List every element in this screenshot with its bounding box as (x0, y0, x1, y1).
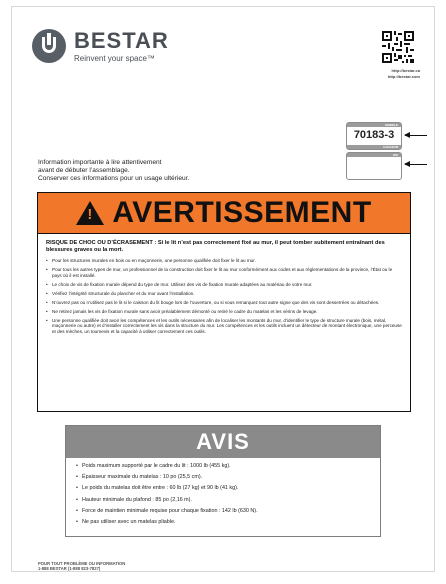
brand-tagline: Reinvent your space™ (74, 53, 155, 63)
intro-line: Information importante à lire attentivement (38, 159, 162, 166)
website-link-com: http://bestar.com (387, 74, 420, 79)
notice-panel (65, 425, 381, 537)
warning-item: • Une personne qualifiée doit avoir les compétences et les outils nécessaires afin de localiser les montants du mur, d’identifier le type de structure murale (bois, métal, maçonnerie ou autre) et d’installer correctement les vis dans la structure du mur. Les compétences et les outils incluent un détecteur de montant électronique, une perceuse et des mèches, un tournevis et la capacité à utiliser correctement ces outils. (46, 318, 402, 335)
warning-panel (37, 192, 411, 412)
intro-text (38, 159, 338, 183)
warning-header (38, 193, 410, 234)
website-link-ca: http://bestar.ca (391, 68, 420, 73)
model-label: MODÈLE (347, 123, 401, 127)
brand-name: BESTAR (74, 27, 169, 53)
notice-title: AVIS (196, 429, 250, 454)
bestar-logo-icon (32, 29, 66, 63)
instruction-sheet (11, 6, 435, 572)
notice-item: • Ne pas utiliser avec un matelas pliable. (76, 519, 370, 526)
support-phone: 1-888 BESTAR (1-888 823-7827) (38, 566, 101, 571)
color-label: COULEUR (347, 145, 401, 149)
notice-item: • Poids maximum supporté par le cadre du lit : 1000 lb (455 kg). (76, 463, 370, 470)
support-line: POUR TOUT PROBLÈME OU INFORMATION (38, 561, 126, 566)
warning-item: • Pour tous les autres types de mur, un professionnel de la construction doit fixer le lit au mur conformément aux codes et aux réglementations de la province, l’État ou le pays où il est installé. (46, 267, 402, 278)
website-links (388, 68, 420, 80)
model-box (346, 122, 402, 150)
bestar-logo (32, 29, 169, 63)
arrow-left-icon (405, 135, 427, 136)
qr-code-icon (382, 31, 414, 63)
model-number: 70183-3 (353, 129, 395, 141)
arrow-left-icon (405, 164, 427, 165)
warning-triangle-icon: ! (76, 201, 104, 225)
warning-item: • N’ouvrez pas ou n’utilisez pas le lit si le caisson du lit bouge lors de l’ouverture, ou si vous remarquez tout autre signe que des vis sont desserrées ou détachées. (46, 300, 402, 306)
intro-line: Conserver ces informations pour un usage ultérieur. (38, 175, 190, 182)
notice-item: • Force de maintien minimale requise pour chaque fixation : 142 lb (630 N). (76, 508, 370, 515)
notice-item: • Épaisseur maximale du matelas : 10 po (25,5 cm). (76, 474, 370, 481)
warning-title: AVERTISSEMENT (112, 196, 372, 229)
support-contact (38, 561, 125, 571)
notice-item: • Hauteur minimale du plafond : 85 po (2,16 m). (76, 497, 370, 504)
notice-header (66, 426, 380, 458)
warning-list (46, 258, 402, 334)
warning-item: • Ne retirez jamais les vis de fixation murale sans avoir préalablement démonté ou retiré le cadre du matelas et les vérins de levage. (46, 309, 402, 315)
intro-line: avant de débuter l’assemblage. (38, 167, 130, 174)
warning-item: • Le choix de vis de fixation murale dépend du type de mur. Utilisez des vis de fixation murale adaptées au matériau de votre mur. (46, 282, 402, 288)
wo-label: WO (347, 153, 401, 157)
notice-item: • Le poids du matelas doit être entre : 60 lb (27 kg) et 90 lb (41 kg). (76, 485, 370, 492)
notice-list (76, 463, 370, 526)
wo-box (346, 152, 402, 180)
warning-lead: RISQUE DE CHOC OU D’ÉCRASEMENT : Si le lit n’est pas correctement fixé au mur, il peut tomber subitement entraînant des blessures graves ou la mort. (46, 240, 385, 253)
warning-item: • Vérifiez l’intégrité structurale du plancher et du mur avant l’installation. (46, 291, 402, 297)
warning-item: • Pour les structures murales en bois ou en maçonnerie, une personne qualifiée doit fixer le lit au mur. (46, 258, 402, 264)
